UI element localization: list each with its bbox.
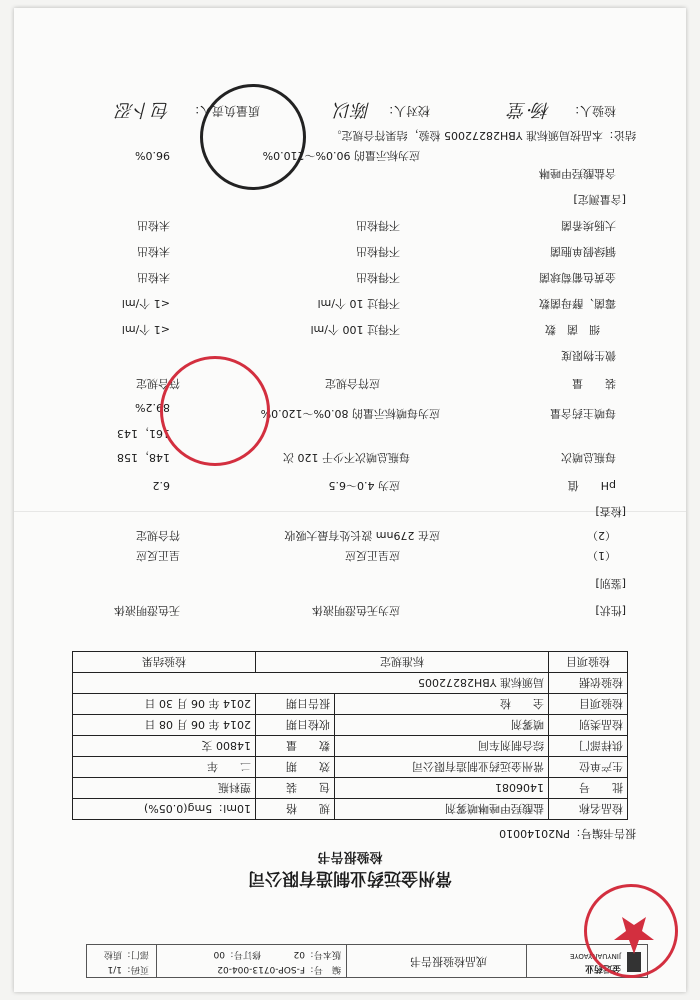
table-row <box>73 694 628 715</box>
table-row <box>73 673 628 694</box>
section-check: [检查] <box>595 505 626 518</box>
table-header-row <box>73 652 628 673</box>
page-number: 页码：1/1 <box>107 964 149 974</box>
identify-1-result: 呈正反应 <box>136 549 180 562</box>
table-cell: 10ml：5mg(0.05%) <box>73 799 256 820</box>
table-cell: 检品类别 <box>549 715 628 736</box>
table-cell: 1406081 <box>335 778 549 799</box>
company-name: 常州金远药业制造有限公司 <box>248 868 452 888</box>
property-standard: 应为无色澄明液体 <box>312 604 400 617</box>
pseudo-name: 铜绿假单胞菌 <box>550 245 616 258</box>
table-cell: 供样部门 <box>549 736 628 757</box>
table-cell: 数 量 <box>256 736 335 757</box>
table-cell: 包 装 <box>256 778 335 799</box>
identify-2-result: 符合规定 <box>136 529 180 542</box>
table-cell: 14800 支 <box>73 736 256 757</box>
loading-result: 符合规定 <box>136 377 180 390</box>
table-cell: 常州金远药业制造有限公司 <box>335 757 549 778</box>
identify-2-standard: 应在 279nm 波长处有最大吸收 <box>284 529 440 542</box>
doc-type: 成品检验报告书 <box>410 955 487 968</box>
staph-name: 金黄色葡萄球菌 <box>539 271 616 284</box>
table-cell: 喷雾剂 <box>335 715 549 736</box>
ph-name: pH 值 <box>567 479 616 492</box>
pseudo-result: 未检出 <box>137 245 170 258</box>
table-cell: 检品名称 <box>549 799 628 820</box>
content-name: 每喷主药含量 <box>550 407 616 420</box>
table-cell: 全 检 <box>335 694 549 715</box>
logo-text: 金远药业 <box>584 963 621 973</box>
col-standard: 标准规定 <box>256 652 549 673</box>
table-cell: 塑料瓶 <box>73 778 256 799</box>
table-row <box>73 736 628 757</box>
logo-subtext: JINYUANYAOYE <box>569 952 621 960</box>
checker-signature: 陈以 <box>334 99 370 120</box>
table-cell: 规 格 <box>256 799 335 820</box>
table-cell: 效 期 <box>256 757 335 778</box>
table-cell: 报告日期 <box>256 694 335 715</box>
report-title: 检验报告书 <box>317 849 383 864</box>
section-assay: [含量测定] <box>573 193 626 206</box>
dept: 部门：质检 <box>103 949 149 959</box>
doc-type-cell <box>346 945 527 977</box>
content-standard: 应为每喷标示量的 80.0%～120.0% <box>260 407 440 420</box>
inspection-stamp-icon <box>160 356 270 466</box>
revision-number: 修订号：00 <box>213 949 261 959</box>
sprays-name: 每瓶总喷次 <box>561 451 616 464</box>
identify-2: （2） <box>587 529 616 542</box>
inspector-signature: 杨·堂 <box>508 99 550 120</box>
inspector-label: 检验人： <box>567 104 616 118</box>
ecoli-standard: 不得检出 <box>356 219 400 232</box>
table-cell: 生产单位 <box>549 757 628 778</box>
info-table <box>72 651 628 820</box>
version-number: 版本号：02 <box>293 949 341 959</box>
supervisor-label: 质量负责人： <box>187 104 260 118</box>
col-project: 检验项目 <box>549 652 628 673</box>
staph-standard: 不得检出 <box>356 271 400 284</box>
table-cell: 盐酸羟甲唑啉喷雾剂 <box>335 799 549 820</box>
ph-result: 6.2 <box>152 479 170 492</box>
mold-name: 霉菌、酵母菌数 <box>539 297 616 310</box>
company-seal-icon <box>200 84 306 190</box>
mold-result: <1 个/ml <box>121 297 170 310</box>
table-row <box>73 757 628 778</box>
table-cell: 局颁标准 YBH28272005 <box>73 673 549 694</box>
table-row <box>73 799 628 820</box>
ecoli-name: 大肠埃希菌 <box>561 219 616 232</box>
doc-no-cell <box>156 945 347 977</box>
table-cell: 批 号 <box>549 778 628 799</box>
table-row <box>73 715 628 736</box>
table-cell: 2014 年 06 月 30 日 <box>73 694 256 715</box>
content-result-1: 161，143 <box>117 427 170 440</box>
col-result: 检验结果 <box>73 652 256 673</box>
sprays-result: 148，158 <box>117 451 170 464</box>
conclusion: 结论：本品按局颁标准 YBH28272005 检验，结果符合规定。 <box>330 129 636 142</box>
loading-name: 装 量 <box>572 377 616 390</box>
micro-name: 微生物限度 <box>561 349 616 362</box>
sprays-standard: 每瓶总喷次不少于 120 次 <box>283 451 410 464</box>
staph-result: 未检出 <box>137 271 170 284</box>
bact-result: <1 个/ml <box>121 323 170 336</box>
table-cell: 二 年 <box>73 757 256 778</box>
content-result-2: 89.2% <box>135 401 170 414</box>
fold-line <box>14 511 686 512</box>
assay-name: 含盐酸羟甲唑啉 <box>539 167 616 180</box>
report-number: 报告书编号：PN20140010 <box>499 827 636 840</box>
identify-1: （1） <box>587 549 616 562</box>
bact-standard: 不得过 100 个/ml <box>310 323 400 336</box>
loading-standard: 应符合规定 <box>325 377 380 390</box>
assay-result: 96.0% <box>135 149 170 162</box>
mold-standard: 不得过 10 个/ml <box>317 297 400 310</box>
table-cell: 综合制剂车间 <box>335 736 549 757</box>
identify-1-standard: 应呈正反应 <box>345 549 400 562</box>
doc-number: 编 号：F-SOP-0713-004-02 <box>217 964 341 974</box>
supervisor-signature: 包卜忍 <box>116 99 170 120</box>
pseudo-standard: 不得检出 <box>356 245 400 258</box>
section-property: [性状] <box>595 604 626 617</box>
ecoli-result: 未检出 <box>137 219 170 232</box>
ph-standard: 应为 4.0～6.5 <box>328 479 400 492</box>
table-cell: 2014 年 06 月 08 日 <box>73 715 256 736</box>
table-cell: 检验项目 <box>549 694 628 715</box>
checker-label: 校对人： <box>381 104 430 118</box>
header-banner <box>86 944 648 978</box>
star-icon <box>590 890 678 978</box>
table-cell: 收检日期 <box>256 715 335 736</box>
table-cell: 检验依据 <box>549 673 628 694</box>
table-row <box>73 778 628 799</box>
property-result: 无色澄明液体 <box>114 604 180 617</box>
quality-stamp-icon <box>584 884 678 978</box>
section-identify: [鉴别] <box>595 577 626 590</box>
assay-standard: 应为标示量的 90.0%～110.0% <box>262 149 420 162</box>
bact-name: 细 菌 数 <box>545 323 600 336</box>
page-cell <box>87 945 157 977</box>
